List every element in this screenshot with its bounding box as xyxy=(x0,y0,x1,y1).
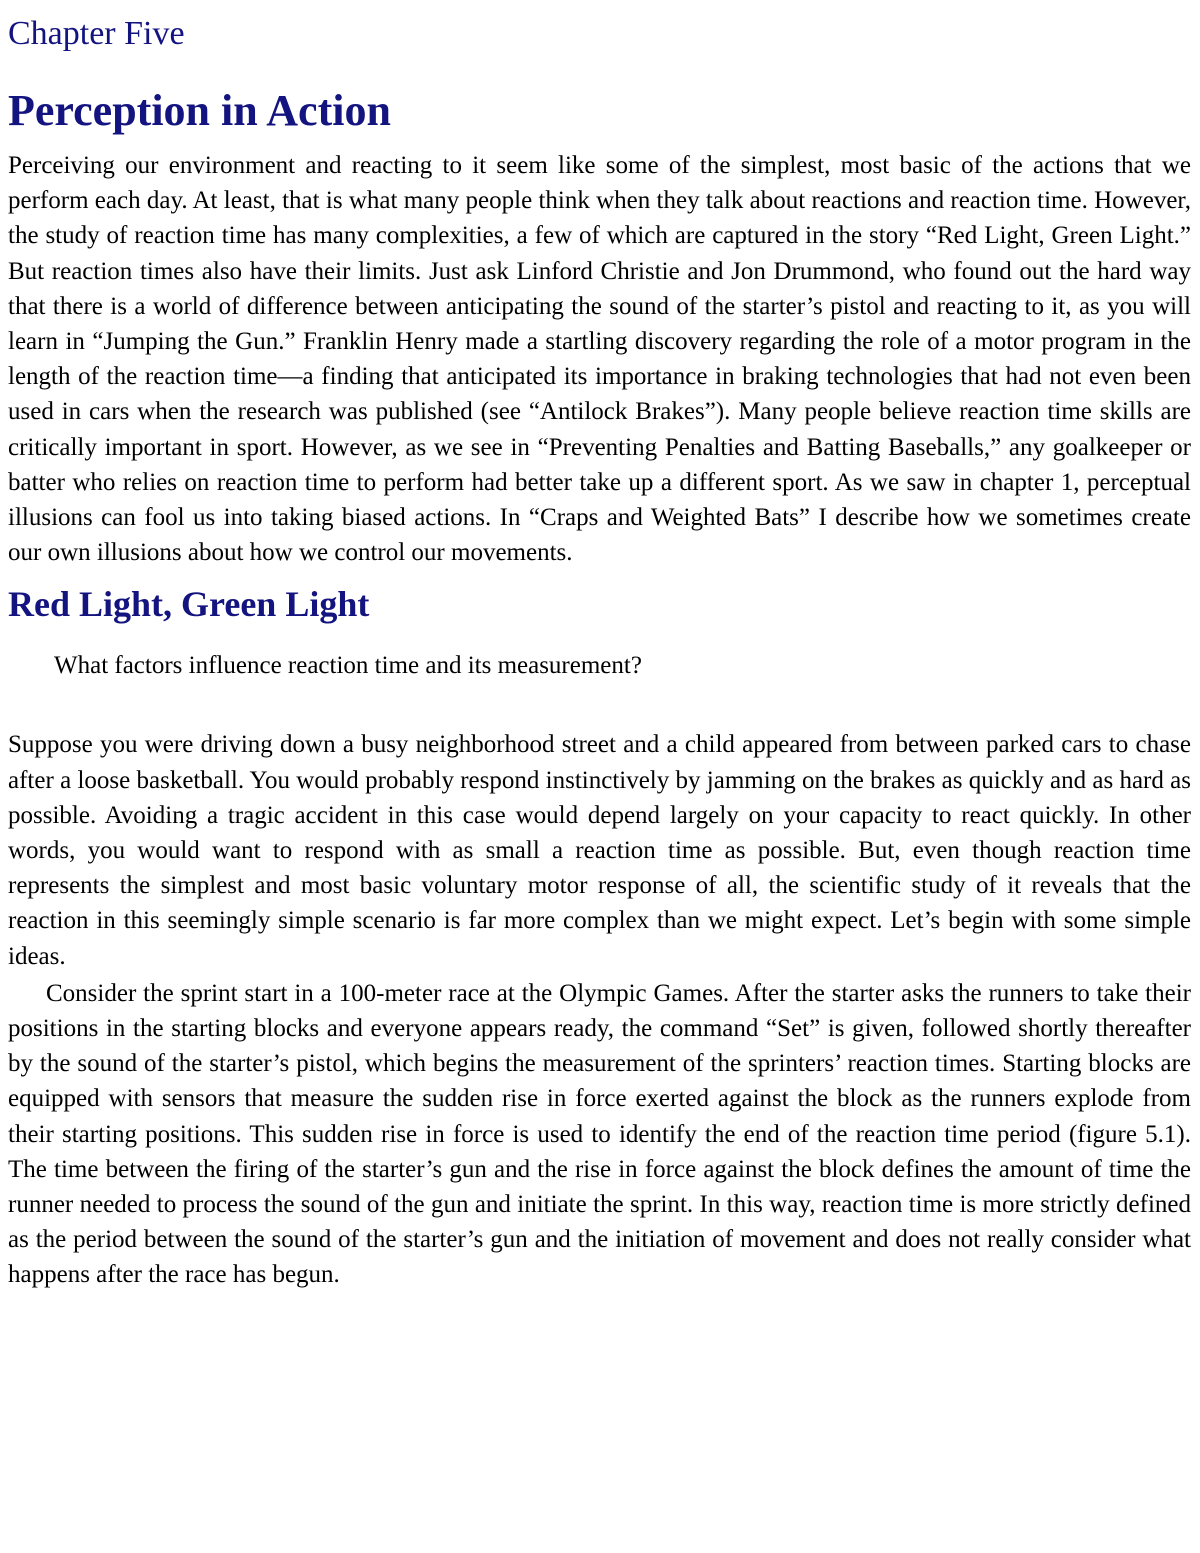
chapter-title: Perception in Action xyxy=(8,86,391,135)
chapter-intro-paragraph: Perceiving our environment and reacting to it seem like some of the simplest, most basic of the actions that we perform each day. At least, that is what many people think when they talk about reactions and reaction time. However, the study of reaction time has many complexities, a few of which are captured in the story “Red Light, Green Light.” But reaction times also have their limits. Just ask Linford Christie and Jon Drummond, who found out the hard way that there is a world of difference between anticipating the sound of the starter’s pistol and reacting to it, as you will learn in “Jumping the Gun.” Franklin Henry made a startling discovery regarding the role of a motor program in the length of the reaction time—a finding that anticipated its importance in braking technologies that had not even been used in cars when the research was published (see “Antilock Brakes”). Many people believe reaction time skills are critically important in sport. However, as we see in “Preventing Penalties and Batting Baseballs,” any goalkeeper or batter who relies on reaction time to perform had better take up a different sport. As we saw in chapter 1, perceptual illusions can fool us into taking biased actions. In “Craps and Weighted Bats” I describe how we sometimes create our own illusions about how we control our movements. xyxy=(8,152,1191,567)
section-paragraph-2: Consider the sprint start in a 100-meter race at the Olympic Games. After the starter asks the runners to take their positions in the starting blocks and everyone appears ready, the command “Set” is given, followed shortly thereafter by the sound of the starter’s pistol, which begins the measurement of the sprinters’ reaction times. Starting blocks are equipped with sensors that measure the sudden rise in force exerted against the block as the runners explode from their starting positions. This sudden rise in force is used to identify the end of the reaction time period (figure 5.1). The time between the firing of the starter’s gun and the rise in force against the block defines the amount of time the runner needed to process the sound of the gun and initiate the sprint. In this way, reaction time is more strictly defined as the period between the sound of the starter’s gun and the initiation of movement and does not really consider what happens after the race has begun. xyxy=(8,979,1191,1289)
chapter-label: Chapter Five xyxy=(8,15,185,52)
section-question: What factors influence reaction time and its measurement? xyxy=(54,652,642,680)
section-title: Red Light, Green Light xyxy=(8,584,370,625)
document-page xyxy=(8,0,1191,1293)
section-paragraph-1: Suppose you were driving down a busy neighborhood street and a child appeared from between parked cars to chase after a loose basketball. You would probably respond instinctively by jamming on the brakes as quickly and as hard as possible. Avoiding a tragic accident in this case would depend largely on your capacity to react quickly. In other words, you would want to respond with as small a reaction time as possible. But, even though reaction time represents the simplest and most basic voluntary motor response of all, the scientific study of it reveals that the reaction in this seemingly simple scenario is far more complex than we might expect. Let’s begin with some simple ideas. xyxy=(8,731,1191,970)
